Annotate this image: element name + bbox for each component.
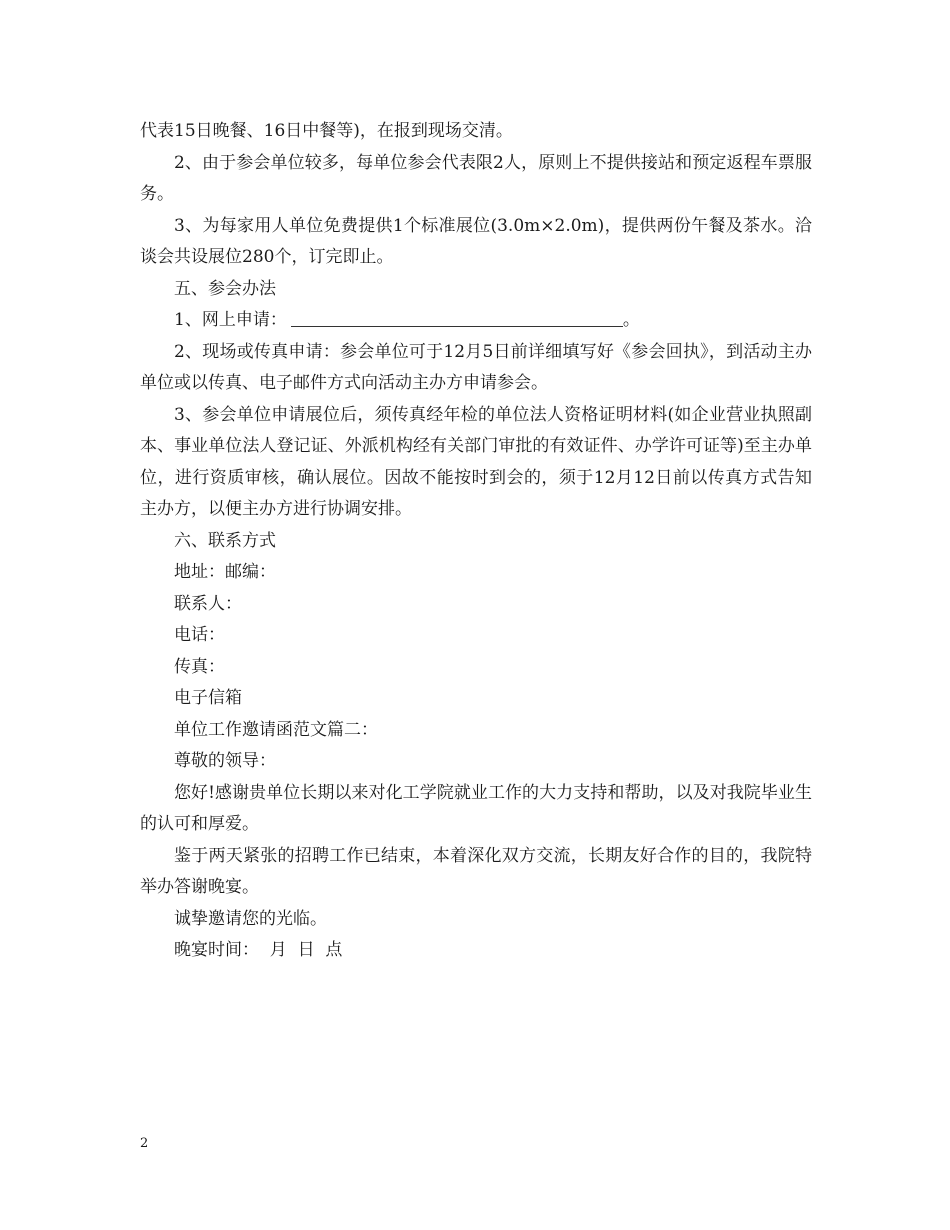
- paragraph-booth-application: 3、参会单位申请展位后，须传真经年检的单位法人资格证明材料(如企业营业执照副本、事业单位法人登记证、外派机构经有关部门审批的有效证件、办学许可证等)至主办单位，进行资质审核，确认展位。因故不能按时到会的，须于12月12日前以传真方式告知主办方，以便主办方进行协调安排。: [140, 404, 812, 519]
- online-apply-end: 。: [622, 310, 640, 330]
- paragraph-banquet: 鉴于两天紧张的招聘工作已结束，本着深化双方交流，长期友好合作的目的，我院特举办答谢晚宴。: [140, 845, 812, 897]
- contact-person: 联系人：: [174, 593, 242, 614]
- article-two-title: 单位工作邀请函范文篇二：: [174, 719, 378, 740]
- paragraph-fees: 代表15日晚餐、16日中餐等)，在报到现场交清。: [140, 121, 513, 141]
- paragraph-representatives: 2、由于参会单位较多，每单位参会代表限2人，原则上不提供接站和预定返程车票服务。: [140, 152, 812, 204]
- paragraph-banquet-time: 晚宴时间： 月 日 点: [174, 940, 343, 960]
- paragraph-onsite-fax-apply: 2、现场或传真申请：参会单位可于12月5日前详细填写好《参会回执》，到活动主办单位或以传真、电子邮件方式向活动主办方申请参会。: [140, 341, 812, 393]
- paragraph-invitation: 诚挚邀请您的光临。: [174, 908, 327, 929]
- contact-email: 电子信箱: [174, 688, 242, 708]
- contact-fax: 传真：: [174, 656, 225, 677]
- online-apply-label: 1、网上申请：: [174, 310, 287, 330]
- contact-phone: 电话：: [174, 625, 225, 645]
- document-body: [140, 116, 812, 967]
- page-number: 2: [140, 1136, 149, 1151]
- section-heading-attendance: 五、参会办法: [174, 278, 276, 299]
- contact-address: 地址：邮编：: [174, 562, 276, 582]
- online-apply-blank: [291, 309, 623, 327]
- paragraph-thanks: 您好!感谢贵单位长期以来对化工学院就业工作的大力支持和帮助，以及对我院毕业生的认可和厚爱。: [140, 782, 812, 834]
- salutation: 尊敬的领导：: [174, 751, 276, 771]
- paragraph-online-apply: [140, 305, 812, 337]
- paragraph-booth: 3、为每家用人单位免费提供1个标准展位(3.0m×2.0m)，提供两份午餐及茶水。洽谈会共设展位280个，订完即止。: [140, 215, 812, 267]
- section-heading-contact: 六、联系方式: [174, 530, 276, 551]
